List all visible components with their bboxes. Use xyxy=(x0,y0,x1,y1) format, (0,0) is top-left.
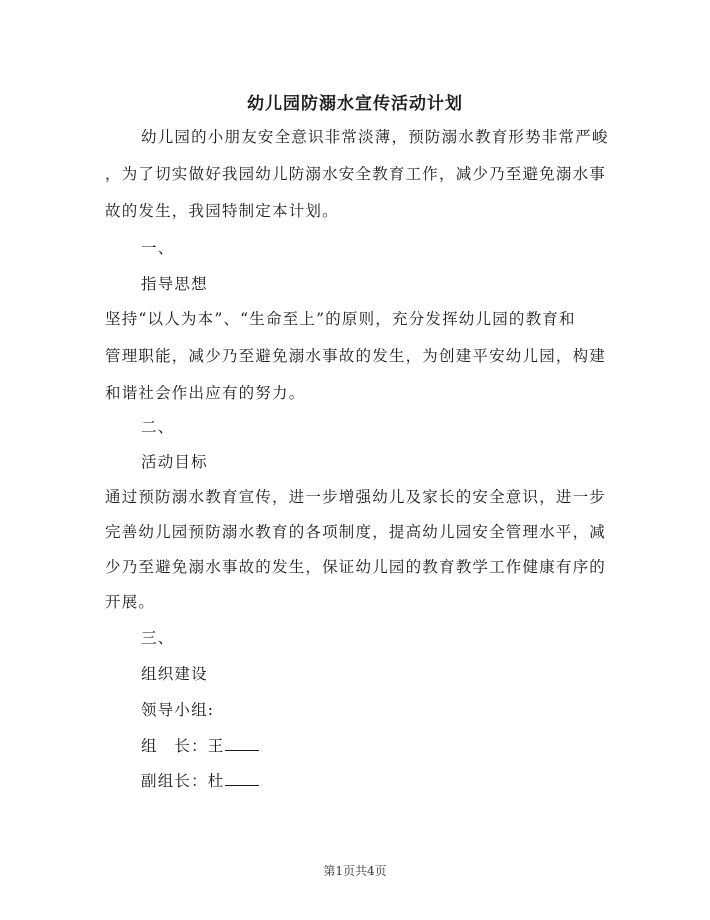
section-1-body-line: 管理职能，减少乃至避免溺水事故的发生，为创建平安幼儿园，构建 xyxy=(105,347,607,365)
deputy-leader-blank xyxy=(225,771,259,786)
group-leader-blank xyxy=(225,736,259,751)
intro-line-2: ，为了切实做好我园幼儿防溺水安全教育工作，减少乃至避免溺水事 xyxy=(105,165,607,183)
section-2-body-line: 开展。 xyxy=(105,593,156,611)
section-2-heading: 活动目标 xyxy=(141,453,208,471)
page-number: 第1页共4页 xyxy=(323,864,387,878)
section-1-heading: 指导思想 xyxy=(141,275,208,293)
intro-line-3: 故的发生，我园特制定本计划。 xyxy=(105,202,339,220)
section-2-body-line: 通过预防溺水教育宣传，进一步增强幼儿及家长的安全意识，进一步 xyxy=(105,488,607,506)
intro-line-1: 幼儿园的小朋友安全意识非常淡薄，预防溺水教育形势非常严峻 xyxy=(141,128,609,146)
section-1-body-line: 和谐社会作出应有的努力。 xyxy=(105,384,306,402)
section-1-number: 一、 xyxy=(141,239,175,257)
section-3-number: 三、 xyxy=(141,629,175,647)
deputy-leader-row xyxy=(141,769,259,791)
section-1-body-line: 坚持“以人为本”、“生命至上”的原则，充分发挥幼儿园的教育和 xyxy=(105,310,576,328)
deputy-leader-label: 副组长：杜 xyxy=(141,772,225,790)
section-2-body-line: 完善幼儿园预防溺水教育的各项制度，提高幼儿园安全管理水平，减 xyxy=(105,523,607,541)
page-title: 幼儿园防溺水宣传活动计划 xyxy=(247,94,463,114)
section-3-heading: 组织建设 xyxy=(141,665,208,683)
group-leader-row xyxy=(141,734,259,756)
group-leader-label: 组 长：王 xyxy=(141,737,225,755)
section-2-number: 二、 xyxy=(141,418,175,436)
section-2-body-line: 少乃至避免溺水事故的发生，保证幼儿园的教育教学工作健康有序的 xyxy=(105,558,607,576)
leadership-group-label: 领导小组: xyxy=(141,701,215,719)
